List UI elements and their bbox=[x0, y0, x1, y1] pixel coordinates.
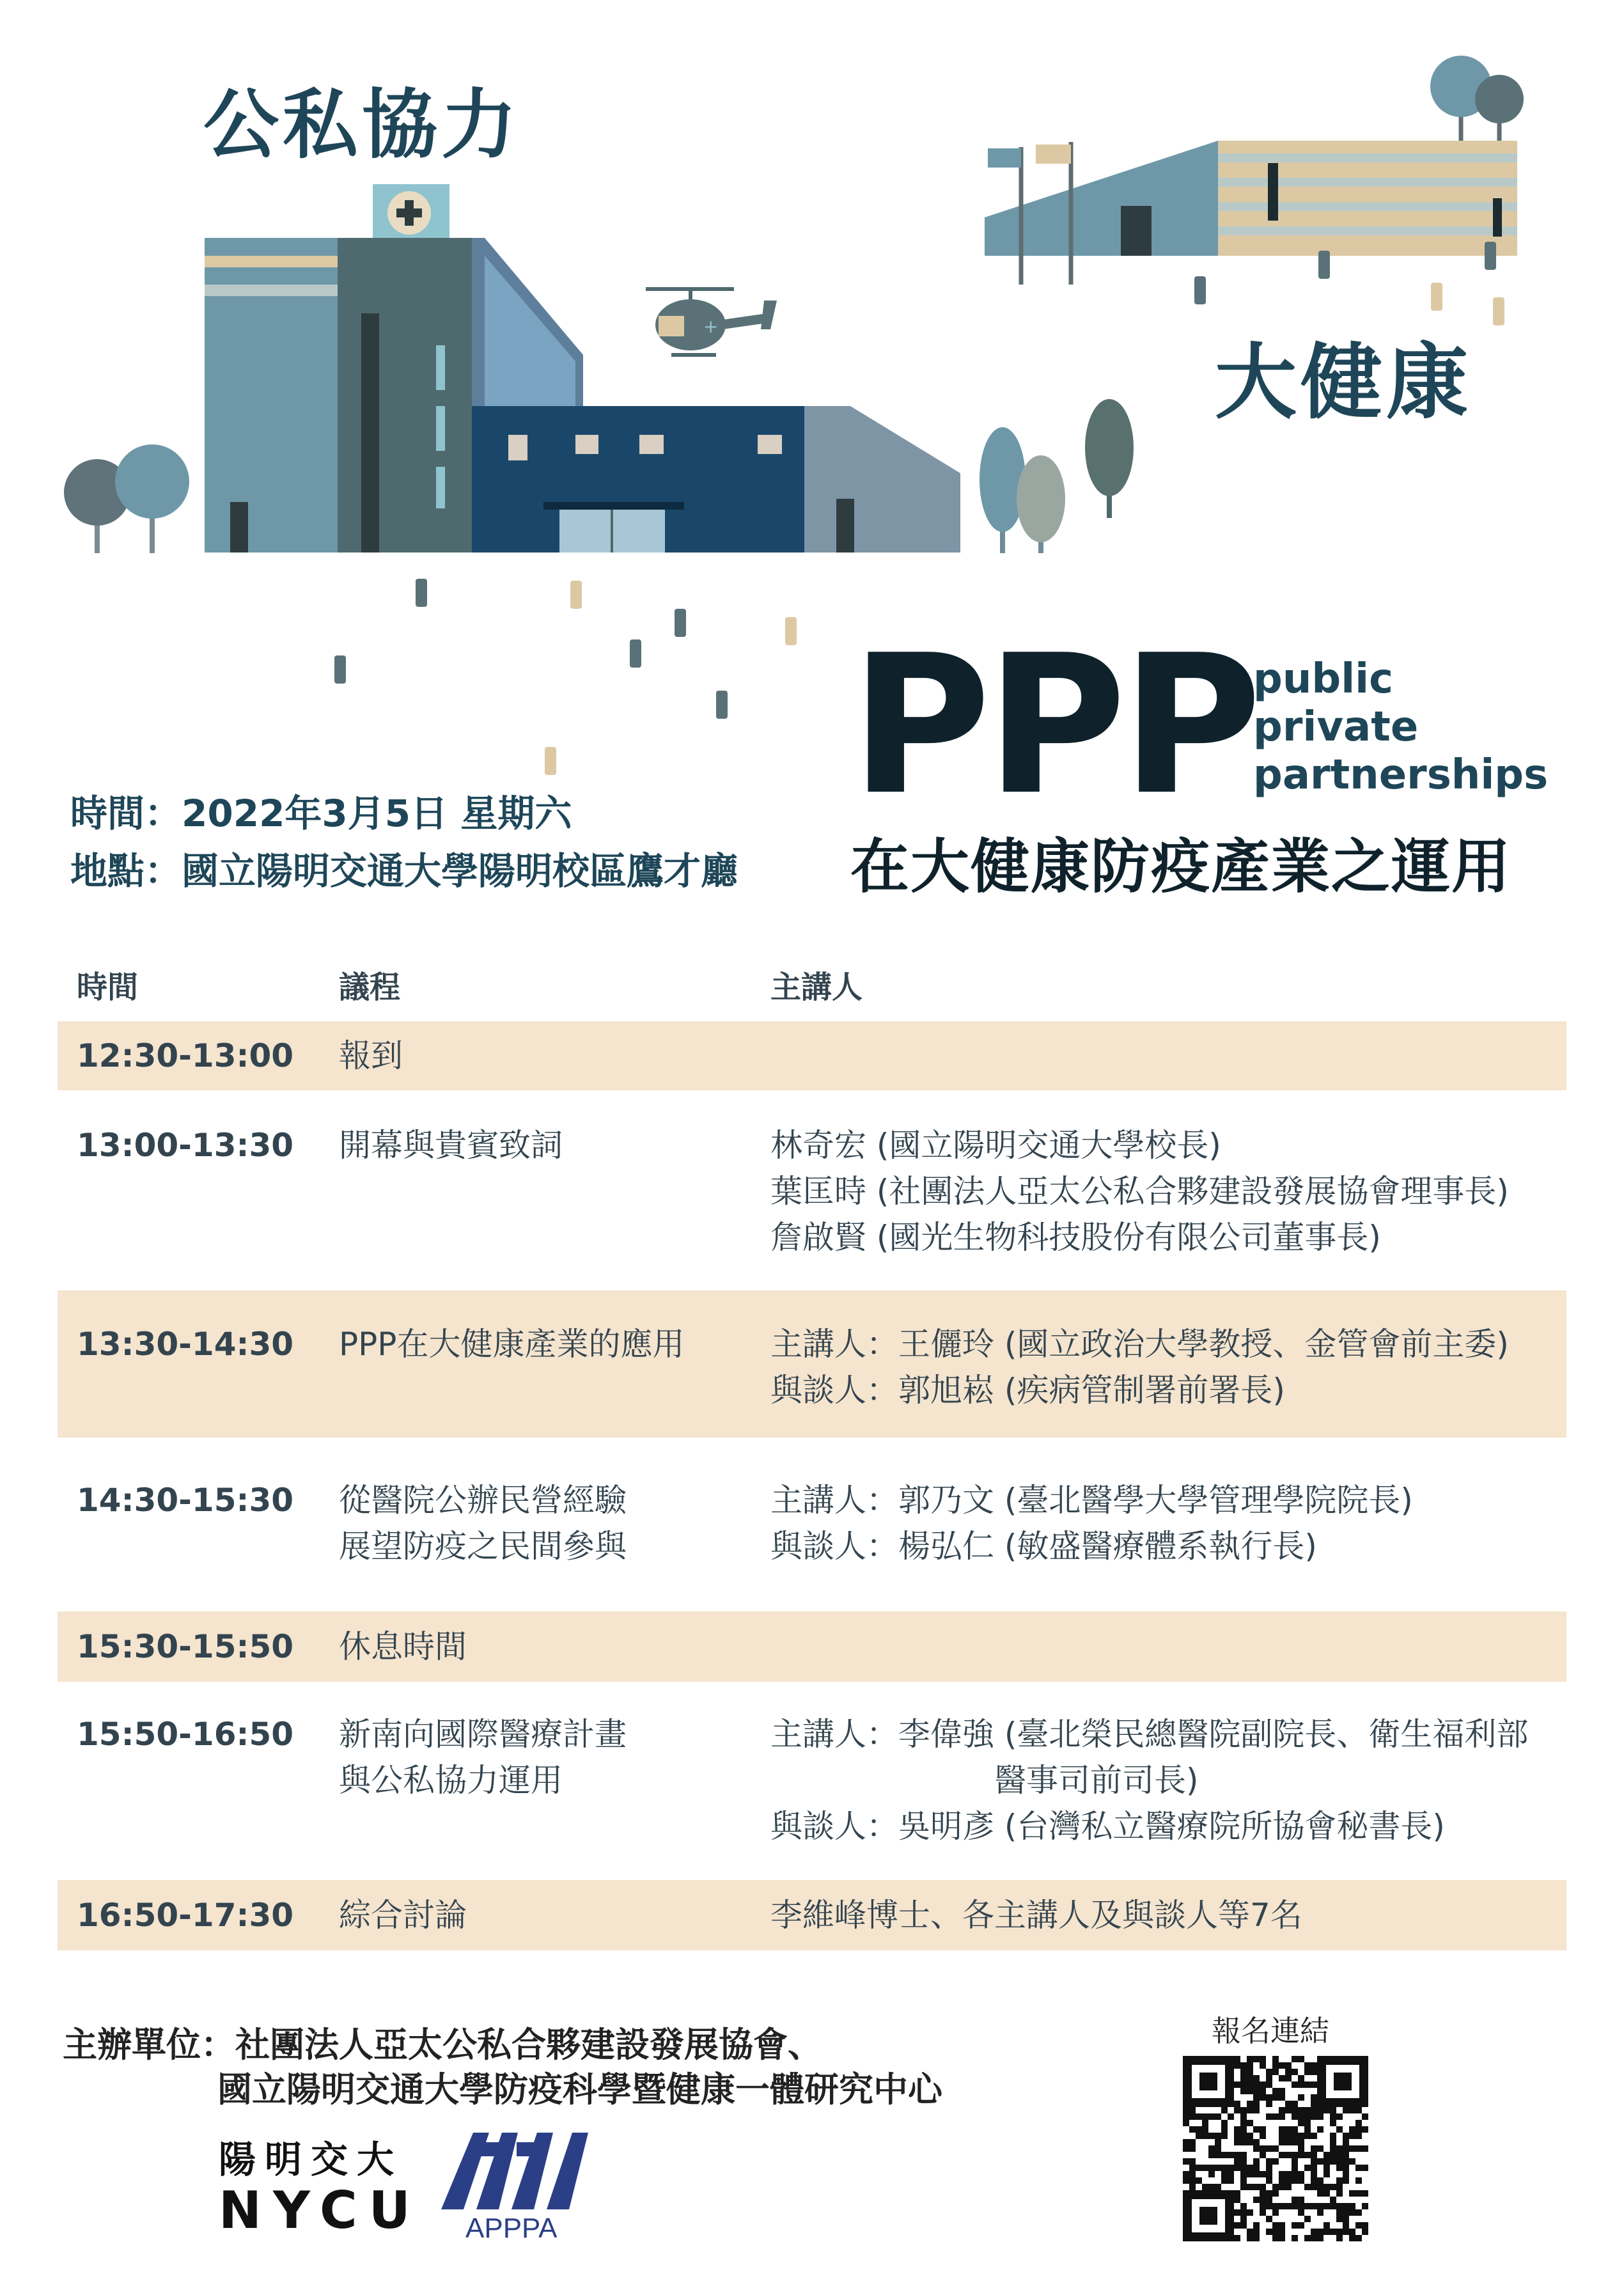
row-agenda: 綜合討論 bbox=[339, 1897, 467, 1934]
row-time: 14:30-15:30 bbox=[77, 1482, 294, 1519]
row-agenda: PPP在大健康產業的應用 bbox=[339, 1326, 685, 1363]
tree-icon bbox=[64, 444, 189, 553]
speaker-line: 葉匡時 (社團法人亞太公私合夥建設發展協會理事長) bbox=[770, 1173, 1509, 1210]
hospital-tower bbox=[338, 238, 472, 553]
apppa-logo-icon bbox=[441, 2133, 601, 2213]
event-venue: 地點：國立陽明交通大學陽明校區鷹才廳 bbox=[70, 849, 738, 893]
qr-code[interactable] bbox=[1183, 2056, 1368, 2241]
row-time: 13:00-13:30 bbox=[77, 1127, 294, 1164]
title-public-private-cooperation: 公私協力 bbox=[203, 81, 521, 169]
column-header-time: 時間 bbox=[77, 969, 139, 1005]
speaker-line: 與談人：楊弘仁 (敏盛醫療體系執行長) bbox=[770, 1528, 1317, 1565]
row-time: 15:30-15:50 bbox=[77, 1628, 294, 1665]
event-date: 時間：2022年3月5日 星期六 bbox=[70, 792, 572, 835]
ppp-word-partnerships: partnerships bbox=[1253, 751, 1549, 799]
ppp-wordmark: PPP bbox=[850, 614, 1257, 837]
row-time: 15:50-16:50 bbox=[77, 1716, 294, 1753]
row-time: 12:30-13:00 bbox=[77, 1037, 294, 1074]
row-agenda: 開幕與貴賓致詞 bbox=[339, 1127, 563, 1164]
speaker-line: 主講人：李偉強 (臺北榮民總醫院副院長、衛生福利部 bbox=[770, 1716, 1529, 1753]
nycu-logo: NYCU bbox=[219, 2181, 422, 2240]
row-time: 13:30-14:30 bbox=[77, 1326, 294, 1363]
svg-text:+: + bbox=[703, 316, 719, 337]
speaker-line: 醫事司前司長) bbox=[994, 1762, 1199, 1799]
column-header-agenda: 議程 bbox=[339, 969, 401, 1005]
row-agenda: 與公私協力運用 bbox=[339, 1762, 563, 1799]
row-agenda: 報到 bbox=[339, 1037, 403, 1074]
tree-icon bbox=[1430, 56, 1524, 141]
nycu-logo-chinese: 陽明交大 bbox=[219, 2138, 403, 2181]
speaker-line: 林奇宏 (國立陽明交通大學校長) bbox=[770, 1127, 1221, 1164]
speaker-line: 詹啟賢 (國光生物科技股份有限公司董事長) bbox=[770, 1219, 1381, 1256]
speaker-line: 主講人：王儷玲 (國立政治大學教授、金管會前主委) bbox=[770, 1326, 1509, 1363]
row-agenda: 展望防疫之民間參與 bbox=[339, 1528, 627, 1565]
organizers-line-2: 國立陽明交通大學防疫科學暨健康一體研究中心 bbox=[217, 2069, 942, 2110]
row-agenda: 新南向國際醫療計畫 bbox=[339, 1716, 627, 1753]
apppa-logo-text: APPPA bbox=[465, 2213, 558, 2244]
row-agenda: 從醫院公辦民營經驗 bbox=[339, 1482, 627, 1519]
registration-label: 報名連結 bbox=[1212, 2014, 1329, 2048]
speaker-line: 主講人：郭乃文 (臺北醫學大學管理學院院長) bbox=[770, 1482, 1413, 1519]
organizers-line-1: 主辦單位：社團法人亞太公私合夥建設發展協會、 bbox=[63, 2025, 822, 2065]
tree-icon bbox=[980, 399, 1134, 553]
speaker-line: 與談人：郭旭崧 (疾病管制署前署長) bbox=[770, 1372, 1285, 1409]
ppp-word-public: public bbox=[1253, 655, 1393, 703]
helicopter-icon bbox=[646, 289, 777, 355]
row-agenda: 休息時間 bbox=[339, 1628, 467, 1665]
title-big-health: 大健康 bbox=[1215, 335, 1472, 430]
speaker-line: 與談人：吳明彥 (台灣私立醫療院所協會秘書長) bbox=[770, 1808, 1445, 1845]
row-time: 16:50-17:30 bbox=[77, 1897, 294, 1934]
speaker-line: 李維峰博士、各主講人及與談人等7名 bbox=[770, 1897, 1302, 1934]
ppp-word-private: private bbox=[1253, 703, 1419, 751]
event-subtitle: 在大健康防疫產業之運用 bbox=[850, 833, 1512, 901]
column-header-speaker: 主講人 bbox=[770, 969, 863, 1005]
